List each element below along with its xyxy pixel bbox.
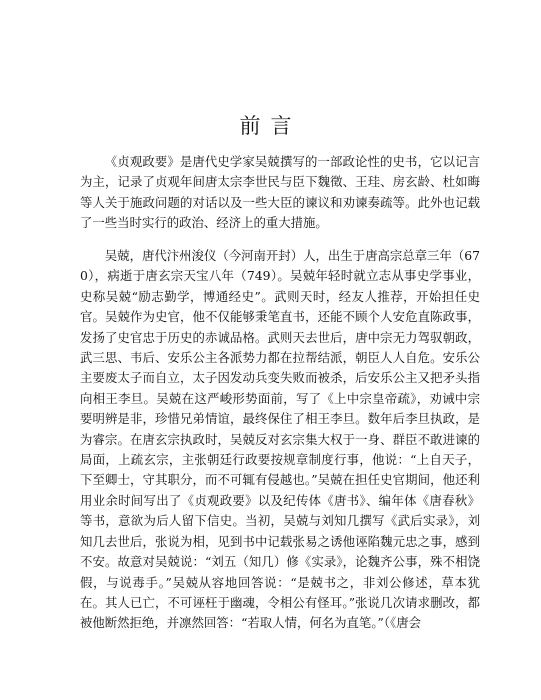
paragraph-author: 吴兢，唐代汴州浚仪（今河南开封）人，出生于唐高宗总章三年（670），病逝于唐玄宗天宝八年（749）。吴兢年轻时就立志从事史学事业，史称吴兢“励志勤学，博通经史”。武则天时，经友人推荐，开始担任史官。吴兢作为史官，他不仅能够秉笔直书，还能不顾个人安危直陈政事，发扬了史官忠于历史的赤诚品格。武则天去世后，唐中宗无力驾驭朝政，武三思、韦后、安乐公主各派势力都在拉帮结派，朝臣人人自危。安乐公主要废太子而自立，太子因发动兵变失败而被杀，后安乐公主又把矛头指向相王李旦。吴兢在这严峻形势面前，写了《上中宗皇帝疏》，劝诫中宗要明辨是非，珍惜兄弟情谊，最终保住了相王李旦。数年后李旦执政，是为睿宗。在唐玄宗执政时，吴兢反对玄宗集大权于一身、群臣不敢进谏的局面，上疏玄宗，主张朝廷行政要按规章制度行事，他说：“上自天子，下至卿士，守其职分，而不可辄有侵越也。”吴兢在担任史官期间，他还利用业余时间写出了《贞观政要》以及纪传体《唐书》、编年体《唐春秋》等书，意欲为后人留下信史。当初，吴兢与刘知几撰写《武后实录》，刘知几去世后，张说为相，见到书中记载张易之诱他诬陷魏元忠之事，感到不安。故意对吴兢说：“刘五（知几）修《实录》，论魏齐公事，殊不相饶假，与说毒手。”吴兢从容地回答说：“是兢书之，非刘公修述，草本犹在。其人已亡，不可诬枉于幽魂，令相公有怪耳。”张说几次请求删改，都被他断然拒绝，并凛然回答：“若取人情，何名为直笔。”（《唐会 xyxy=(80,248,480,631)
page-title: 前言 xyxy=(239,114,302,138)
paragraph-intro: 《贞观政要》是唐代史学家吴兢撰写的一部政论性的史书，它以记言为主，记录了贞观年间唐太宗李世民与臣下魏徵、王珪、房玄龄、杜如晦等人关于施政问题的对话以及一些大臣的谏议和劝谏奏疏等。此外也记载了一些当时实行的政治、经济上的重大措施。 xyxy=(80,154,480,231)
